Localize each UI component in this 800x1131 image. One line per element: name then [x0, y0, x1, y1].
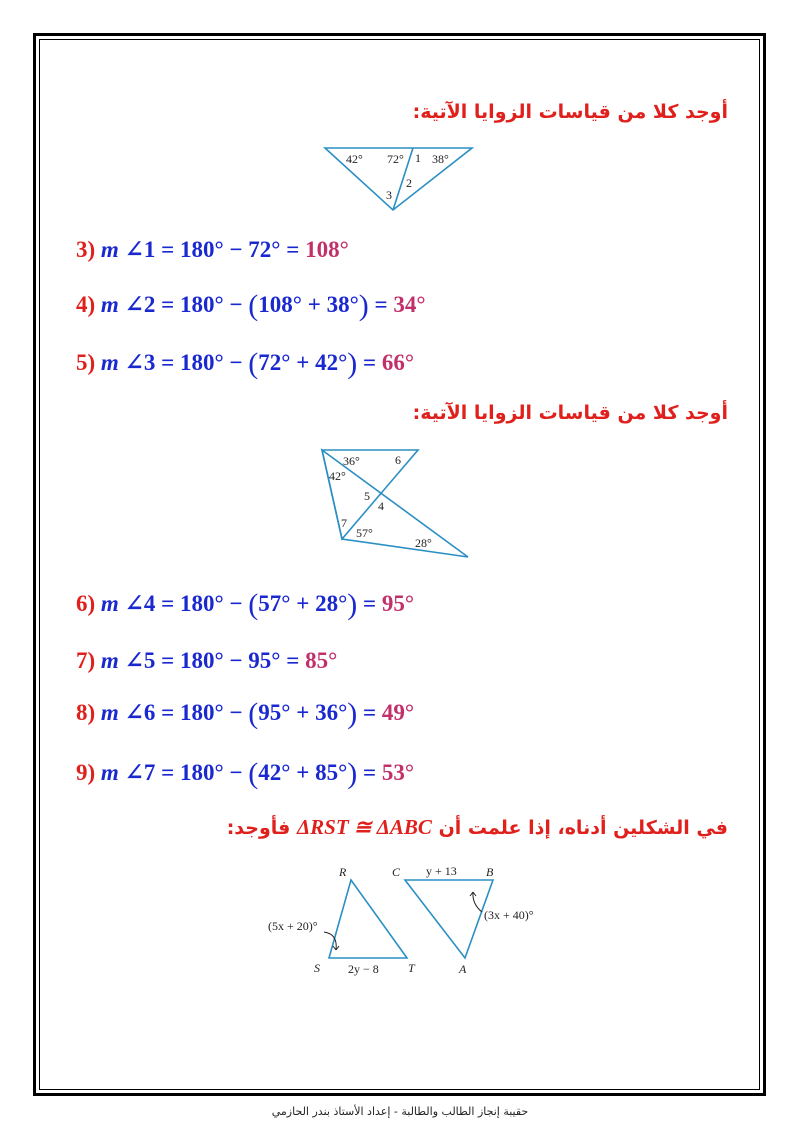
eq9-number: 9) — [76, 760, 96, 785]
equation-7: 7) m ∠5 = 180° − 95° = 85° — [76, 648, 338, 673]
eq4-inner: 108° + 38° — [258, 292, 359, 317]
fig3-vertex-S: S — [314, 961, 320, 975]
eq6-inner: 57° + 28° — [258, 591, 348, 616]
fig2-label-5: 5 — [364, 489, 370, 503]
fig2-angle-28: 28° — [415, 536, 432, 550]
fig3-angle-b: (3x + 40)° — [484, 908, 534, 922]
section-heading-1: أوجد كلا من قياسات الزوايا الآتية: — [412, 101, 728, 123]
eq3-body: 180° − 72° = — [179, 237, 300, 262]
eq5-angle: 3 — [143, 350, 156, 375]
eq4-number: 4) — [76, 292, 96, 317]
eq3-number: 3) — [76, 237, 96, 262]
fig3-vertex-C: C — [392, 865, 401, 879]
fig2-label-7: 7 — [341, 516, 347, 530]
fig2-angle-42: 42° — [329, 469, 346, 483]
fig3-vertex-R: R — [339, 865, 347, 879]
eq8-angle: 6 — [143, 700, 156, 725]
page-footer: حقيبة إنجاز الطالب والطالبة - إعداد الأستاذ بندر الحازمي — [271, 1105, 529, 1118]
fig3-vertex-T: T — [408, 961, 415, 975]
fig1-angle-72: 72° — [387, 152, 404, 166]
eq8-inner: 95° + 36° — [258, 700, 348, 725]
eq5-number: 5) — [76, 350, 96, 375]
eq9-inner: 42° + 85° — [258, 760, 348, 785]
eq4-pre: 180° − — [179, 292, 243, 317]
eq8-pre: 180° − — [179, 700, 243, 725]
eq5-inner: 72° + 42° — [258, 350, 348, 375]
eq8-number: 8) — [76, 700, 96, 725]
eq5-result: 66° — [381, 350, 415, 375]
fig3-angle-s: (5x + 20)° — [268, 919, 318, 933]
equation-5: 5) m ∠3 = 180° − (72° + 42°) = 66° — [76, 347, 415, 380]
eq4-angle: 2 — [143, 292, 156, 317]
fig2-angle-36: 36° — [343, 454, 360, 468]
fig3-vertex-A: A — [459, 962, 467, 976]
fig1-label-1: 1 — [415, 151, 421, 165]
heading3-suffix: فأوجد: — [226, 817, 291, 839]
fig1-angle-38: 38° — [432, 152, 449, 166]
eq6-angle: 4 — [143, 591, 156, 616]
fig3-vertex-B: B — [486, 865, 494, 879]
eq7-body: 180° − 95° = — [179, 648, 300, 673]
eq3-angle: 1 — [143, 237, 156, 262]
fig3-side-st: 2y − 8 — [348, 962, 379, 976]
fig2-label-6: 6 — [395, 453, 401, 467]
eq4-result: 34° — [393, 292, 426, 317]
figure-2-triangles — [315, 444, 475, 564]
eq6-result: 95° — [381, 591, 415, 616]
figure-3-congruent-triangles — [262, 860, 562, 985]
eq3-result: 108° — [305, 237, 349, 262]
equation-9: 9) m ∠7 = 180° − (42° + 85°) = 53° — [76, 757, 415, 790]
eq9-angle: 7 — [143, 760, 156, 785]
equation-8: 8) m ∠6 = 180° − (95° + 36°) = 49° — [76, 697, 415, 730]
fig3-side-cb: y + 13 — [426, 864, 457, 878]
eq5-pre: 180° − — [179, 350, 243, 375]
eq9-pre: 180° − — [179, 760, 243, 785]
eq6-pre: 180° − — [179, 591, 243, 616]
eq8-result: 49° — [381, 700, 415, 725]
eq7-number: 7) — [76, 648, 96, 673]
section-heading-3 — [227, 815, 728, 840]
heading3-congruence: ΔRST ≅ ΔABC — [296, 815, 432, 839]
eq7-angle: 5 — [143, 648, 156, 673]
fig1-label-3: 3 — [386, 188, 392, 202]
equation-6: 6) m ∠4 = 180° − (57° + 28°) = 95° — [76, 588, 415, 621]
eq6-number: 6) — [76, 591, 96, 616]
fig2-angle-57: 57° — [356, 526, 373, 540]
fig1-angle-42: 42° — [346, 152, 363, 166]
eq7-result: 85° — [305, 648, 338, 673]
fig1-label-2: 2 — [406, 176, 412, 190]
equation-3: 3) m ∠1 = 180° − 72° = 108° — [76, 237, 349, 262]
heading3-prefix: في الشكلين أدناه، إذا علمت أن — [438, 817, 728, 839]
section-heading-2: أوجد كلا من قياسات الزوايا الآتية: — [412, 402, 728, 424]
eq9-result: 53° — [381, 760, 415, 785]
figure-1-triangles — [320, 140, 480, 215]
equation-4: 4) m ∠2 = 180° − (108° + 38°) = 34° — [76, 289, 426, 322]
fig2-label-4: 4 — [378, 499, 384, 513]
